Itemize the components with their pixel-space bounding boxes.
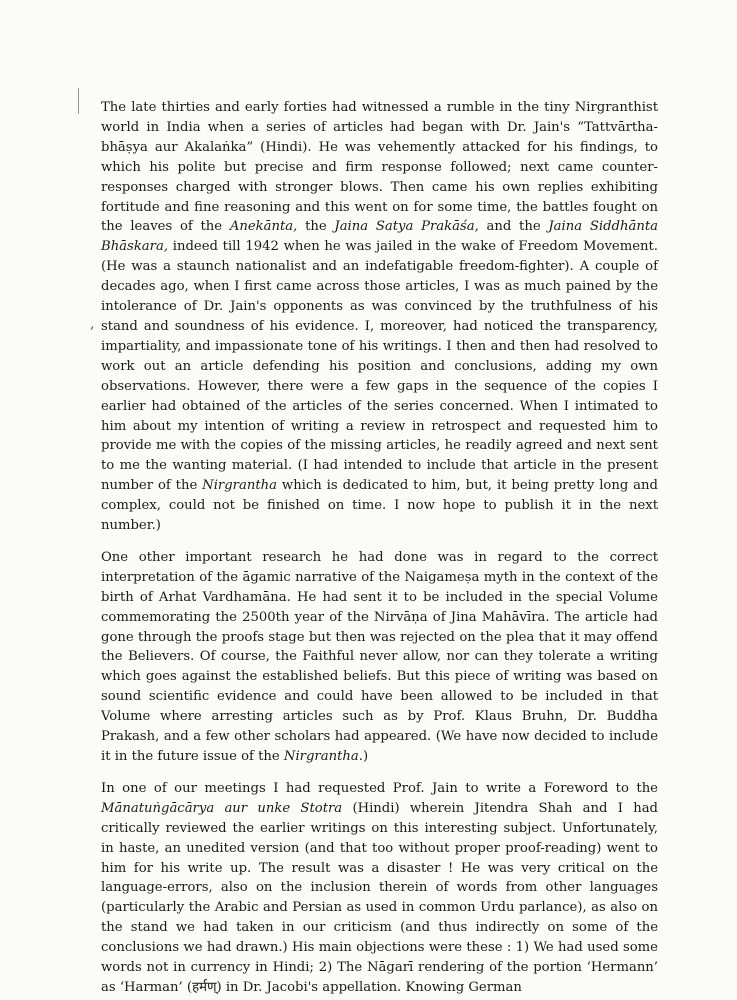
text-run: which is dedicated to him, but, it being pretty long and complex, could not be finished on time. I now hope to publish it in the next number.) [101,478,658,534]
text-run: .) [358,749,369,764]
italic-title: Jaina Siddhānta Bhāskara, [101,219,658,255]
paragraph-3 [101,779,658,998]
italic-title: Jaina Satya Prakāśa, [334,219,479,235]
text-run: the [297,219,335,235]
italic-title: Mānatuṅgācārya aur unke Stotra [101,800,343,816]
margin-mark [78,88,79,114]
body-text [101,98,658,998]
paragraph-1 [101,98,658,536]
text-run: indeed till 1942 when he was jailed in the wake of Freedom Movement. (He was a staunch nationalist and an indefatigable freedom-fighter). A couple of decades ago, when I first came across those articles, I was as much pained by the intolerance of Dr. Jain's opponents as was convinced by the truthfulness of his stand and soundness of his evidence. I, moreover, had noticed the transparency, impartiality, and impassionate tone of his writings. I then and then had resolved to work out an article defending his position and conclusions, adding my own observations. However, there were a few gaps in the sequence of the copies I earlier had obtained of the articles of the series concerned. When I intimated to him about my intention of writing a review in retrospect and requested him to provide me with the copies of the missing articles, he readily agreed and next sent to me the wanting material. (I had intended to include that article in the present number of the [101,239,658,494]
italic-title: Anekānta, [229,219,298,235]
text-run: One other important research he had done was in regard to the correct interpretation of the āgamic narrative of the Naigameṣa myth in the context of the birth of Arhat Vardhamāna. He had sent it to be included in the special Volume commemorating the 2500th year of the Nirvāṇa of Jina Mahāvīra. The article had gone through the proofs stage but then was rejected on the plea that it may offend the Believers. Of course, the Faithful never allow, nor can they tolerate a writing which goes against the established beliefs. But this piece of writing was based on sound scientific evidence and could have been allowed to be included in that Volume where arresting articles such as by Prof. Klaus Bruhn, Dr. Buddha Prakash, and a few other scholars had appeared. (We have now decided to include it in the future issue of the [101,549,658,764]
text-run: The late thirties and early forties had witnessed a rumble in the tiny Nirgranthist world in India when a series of articles had began with Dr. Jain's “Tattvārtha-bhāṣya aur Akalaṅka” (Hindi). He was vehemently attacked for his findings, to which his polite but precise and firm response followed; next came counter-responses charged with stronger blows. Then came his own replies exhibiting fortitude and fine reasoning and this went on for some time, the battles fought on the leaves of the [101,100,658,235]
text-run: In one of our meetings I had requested Prof. Jain to write a Foreword to the [101,780,658,796]
text-run: and the [478,219,549,235]
text-run: (Hindi) wherein Jitendra Shah and I had critically reviewed the earlier writings on this interesting subject. Unfortunately, in haste, an unedited version (and that too without proper proof-reading) went to him for his write up. The result was a disaster ! He was very critical on the language-errors, also on the inclusion therein of words from other languages (particularly the Arabic and Persian as used in common Urdu parlance), as also on the stand we had taken in our criticism (and thus indirectly on some of the conclusions we had drawn.) His main objections were these : 1) We had used some words not in currency in Hindi; 2) The Nāgarī rendering of the portion ‘Hermann’ as ‘Harman’ (हर्मण्) in Dr. Jacobi's appellation. Knowing German [101,800,659,995]
margin-tick: , [90,316,95,332]
italic-title: Nirgrantha [283,749,359,764]
italic-title: Nirgrantha [202,478,277,494]
paragraph-2 [101,548,658,767]
